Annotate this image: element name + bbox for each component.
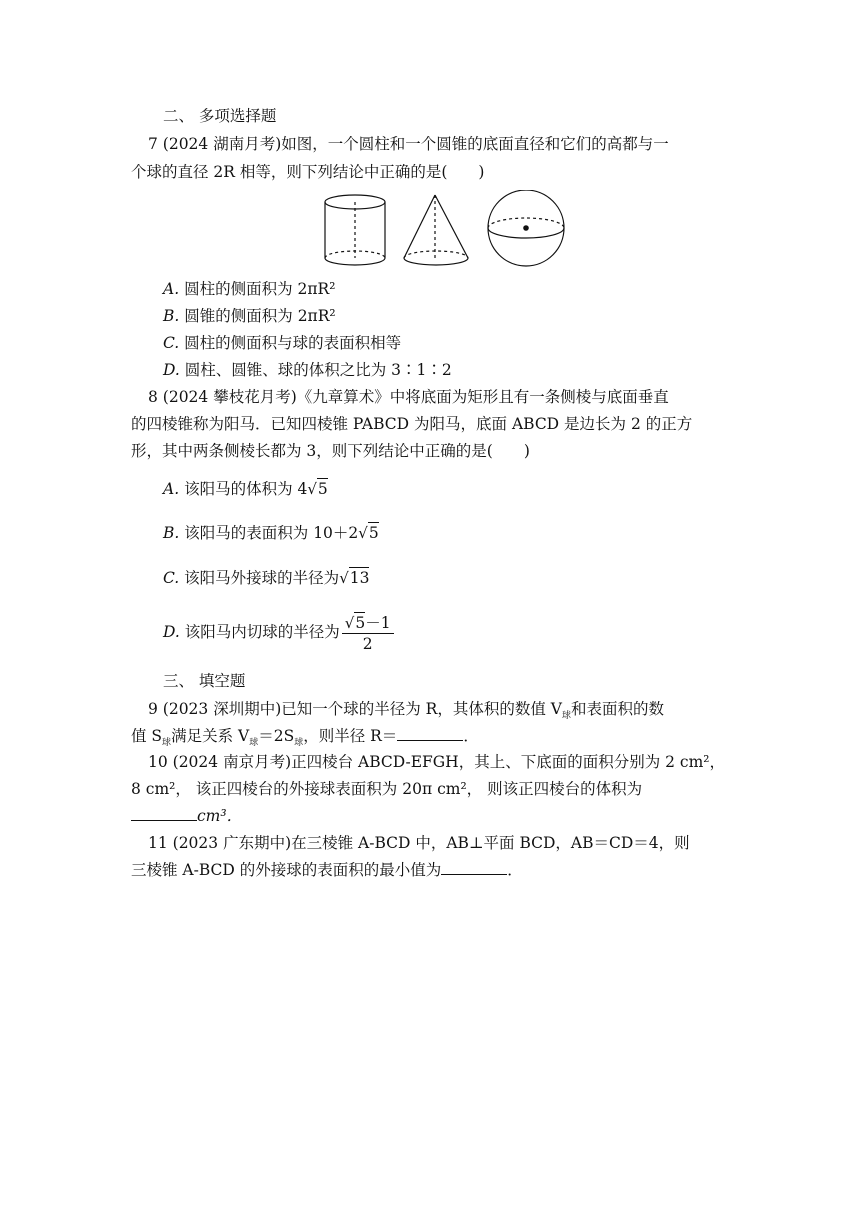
- q8-option-a: A. 该阳马的体积为 4√5: [163, 480, 328, 498]
- inradius-fraction: $\frac{√5-1}{2}$: [342, 612, 394, 654]
- question-10-line-1: 10 (2024 南京月考)正四棱台 ABCD-EFGH，其上、下底面的面积分别为 2 cm²，: [148, 753, 726, 771]
- q7-option-c: C. 圆柱的侧面积与球的表面积相等: [163, 334, 402, 352]
- q8-option-c: C. 该阳马外接球的半径为√13: [163, 569, 370, 587]
- section-2-heading: 二、 多项选择题: [163, 107, 277, 125]
- section-3-heading: 三、 填空题: [163, 672, 246, 690]
- question-11-line-2: 三棱锥 A-BCD 的外接球的表面积的最小值为 ．: [131, 861, 523, 879]
- question-8-line-2: 的四棱锥称为阳马．已知四棱锥 PABCD 为阳马，底面 ABCD 是边长为 2 的正方: [131, 415, 693, 433]
- question-7-line-1: 7 (2024 湖南月考)如图，一个圆柱和一个圆锥的底面直径和它们的高都与一: [148, 135, 669, 153]
- q8-option-b: B. 该阳马的表面积为 10＋2√5: [163, 524, 379, 542]
- question-10-line-3: cm³．: [131, 806, 242, 826]
- q7-option-b: B. 圆锥的侧面积为 2πR²: [163, 307, 336, 325]
- question-9-line-2: 值 $S_球$满足关系 $V_球=2S_球$，则半径 R＝ ．: [131, 727, 479, 749]
- q7-option-d: D. 圆柱、圆锥、球的体积之比为 3∶1∶2: [163, 361, 452, 379]
- question-7-line-2: 个球的直径 2R 相等，则下列结论中正确的是( ): [131, 163, 485, 181]
- answer-blank-q10[interactable]: [131, 806, 197, 821]
- question-8-line-3: 形，其中两条侧棱长都为 3，则下列结论中正确的是( ): [131, 442, 530, 460]
- q7-option-a: A. 圆柱的侧面积为 2πR²: [163, 280, 336, 298]
- question-11-line-1: 11 (2023 广东期中)在三棱锥 A-BCD 中，AB⊥平面 BCD，AB＝CD＝4，则: [148, 834, 690, 852]
- sphere-figure: [488, 190, 564, 266]
- q8-option-d: D. 该阳马内切球的半径为 $\frac{√5-1}{2}$: [163, 612, 394, 654]
- answer-blank-q11[interactable]: [441, 860, 507, 875]
- cone-figure: [404, 195, 468, 265]
- question-10-line-2: 8 cm²， 该正四棱台的外接球表面积为 20π cm²， 则该正四棱台的体积为: [131, 780, 643, 798]
- cylinder-figure: [325, 195, 385, 265]
- solids-figure: [323, 190, 573, 272]
- answer-blank-q9[interactable]: [397, 726, 463, 741]
- question-9-line-1: 9 (2023 深圳期中)已知一个球的半径为 R，其体积的数值 $V_球$和表面积的数: [148, 700, 665, 722]
- question-8-line-1: 8 (2024 攀枝花月考)《九章算术》中将底面为矩形且有一条侧棱与底面垂直: [148, 388, 669, 406]
